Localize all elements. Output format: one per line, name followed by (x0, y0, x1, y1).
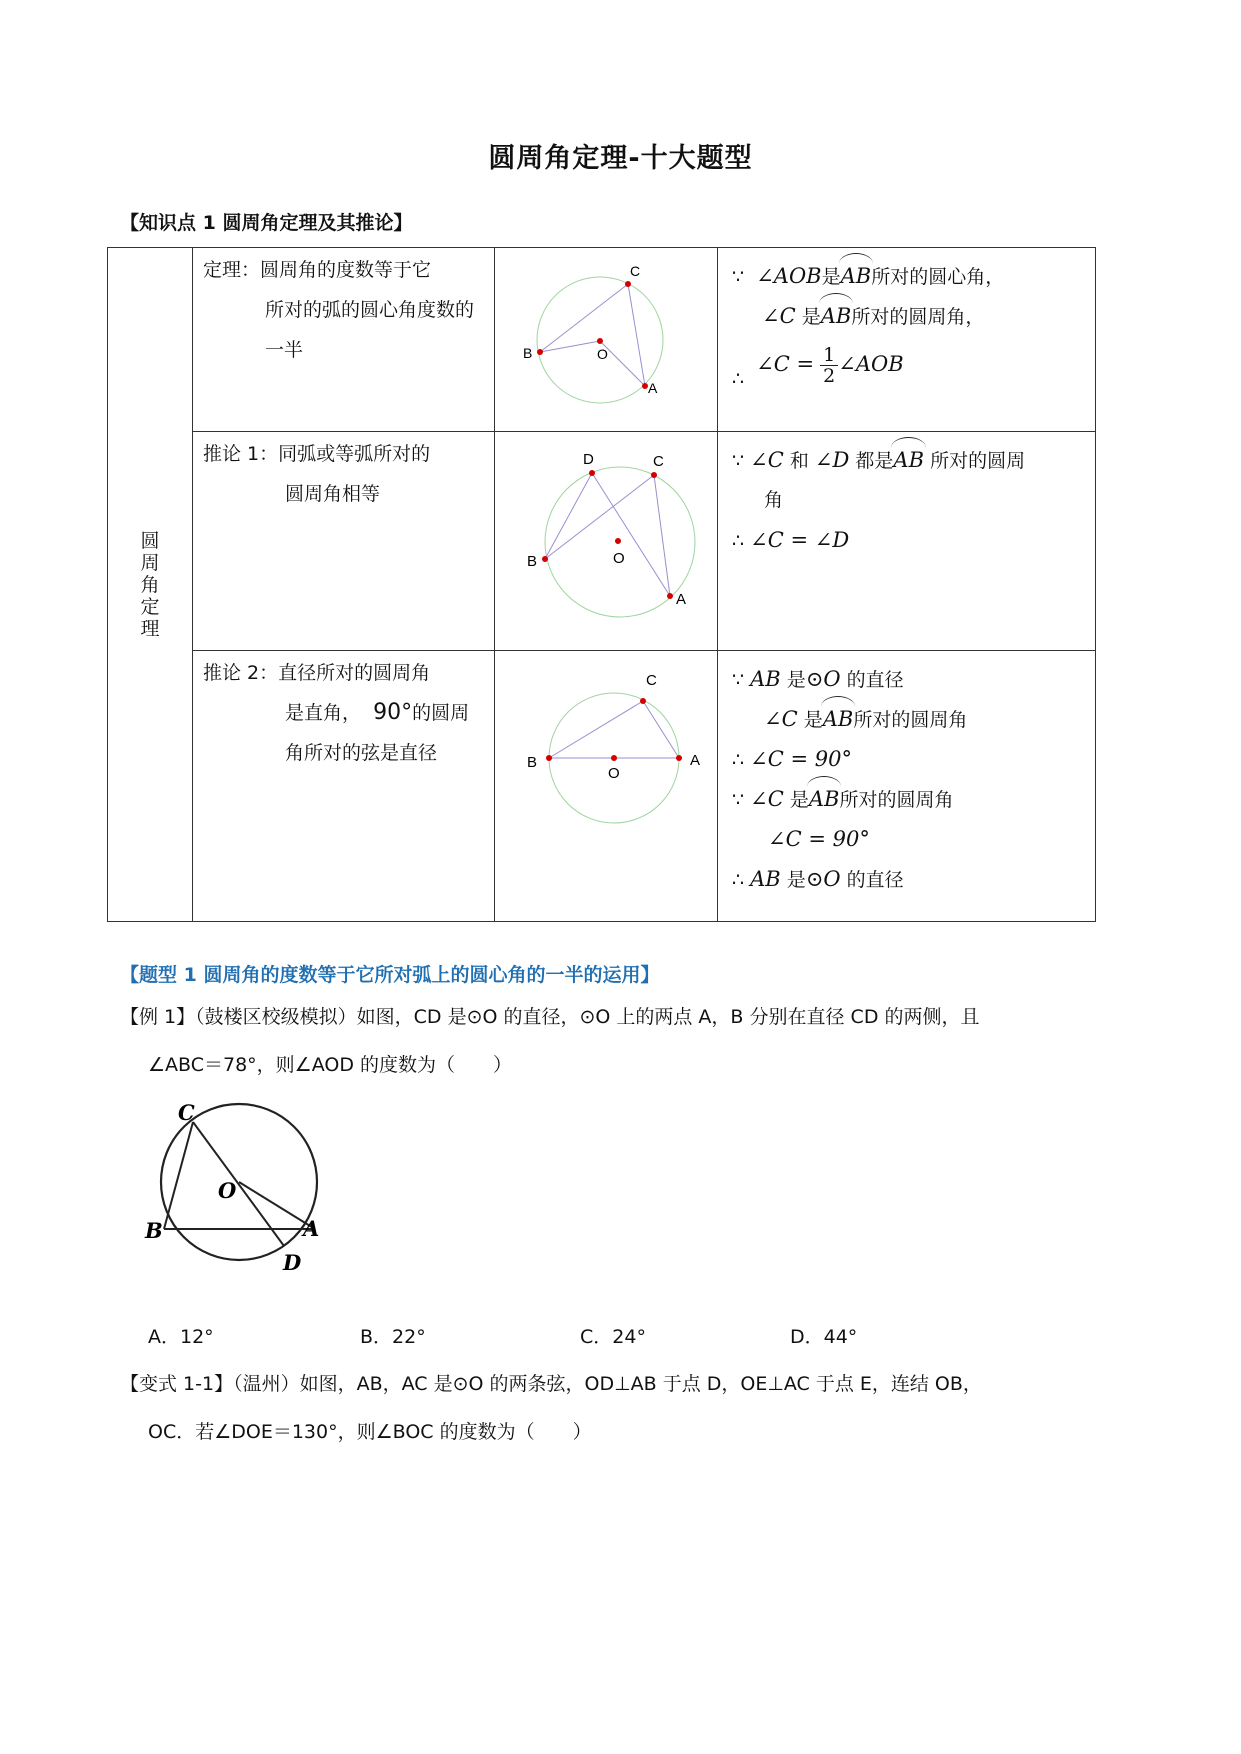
svg-text:C: C (178, 1100, 195, 1125)
point-label-c: C (630, 263, 641, 279)
svg-text:A: A (690, 752, 701, 769)
left-label: 圆 周 角 定 理 (140, 529, 160, 640)
table-row (108, 651, 1096, 922)
option-a[interactable]: A．12° (148, 1326, 214, 1348)
point-label-b: B (523, 345, 533, 361)
point-label-a: A (648, 380, 658, 396)
svg-text:O: O (613, 550, 625, 567)
corollary2-text: 推论 2：直径所对的圆周角 是直角， 90°的圆周角所对的弦是直径 (193, 651, 495, 922)
corollary2-figure (495, 651, 718, 922)
option-b[interactable]: B．22° (360, 1326, 426, 1348)
left-label-cell (108, 248, 193, 922)
knowledge-table (107, 247, 1096, 922)
svg-text:D: D (283, 1250, 302, 1275)
svg-text:D: D (583, 451, 594, 468)
point-label-o: O (597, 346, 608, 362)
svg-text:A: A (676, 591, 687, 608)
corollary1-figure (495, 432, 718, 651)
theorem-math: ∵ ∠AOB是AB所对的圆心角， ∠C 是AB所对的圆周角， ∴ ∠C = $\frac{1}{2}$ ∠AOB (718, 248, 1096, 432)
option-d[interactable]: D．44° (790, 1326, 858, 1348)
theorem-text: 定理：圆周角的度数等于它 所对的弧的圆心角度数的一半 (193, 248, 495, 432)
table-row (108, 248, 1096, 432)
svg-text:B: B (145, 1218, 163, 1243)
example1-figure (140, 1098, 340, 1288)
type1-heading: 【题型 1 圆周角的度数等于它所对弧上的圆心角的一半的运用】 (120, 964, 660, 986)
example1-line1: 【例 1】（鼓楼区校级模拟）如图，CD 是⊙O 的直径，⊙O 上的两点 A，B 分别在直径 CD 的两侧，且 (120, 1006, 980, 1028)
svg-text:B: B (527, 553, 538, 570)
svg-text:C: C (646, 672, 657, 689)
svg-text:O: O (218, 1178, 237, 1203)
svg-text:A: A (303, 1216, 320, 1241)
corollary1-math: ∵ ∠C 和 ∠D 都是AB 所对的圆周 角 ∴ ∠C = ∠D (718, 432, 1096, 651)
svg-text:B: B (527, 754, 538, 771)
table-row (108, 432, 1096, 651)
example1-line2: ∠ABC＝78°，则∠AOD 的度数为（ ） (148, 1054, 512, 1076)
option-c[interactable]: C．24° (580, 1326, 646, 1348)
theorem-figure (495, 248, 718, 432)
svg-text:O: O (608, 765, 620, 782)
variant1-line1: 【变式 1-1】（温州）如图，AB，AC 是⊙O 的两条弦，OD⊥AB 于点 D，OE⊥AC 于点 E，连结 OB， (120, 1373, 982, 1395)
corollary2-math: ∵ AB 是⊙O 的直径 ∠C 是AB所对的圆周角 ∴ ∠C = 90° ∵ ∠C 是AB所对的圆周角 ∠C = 90° ∴ AB 是⊙O 的直径 (718, 651, 1096, 922)
variant1-line2: OC．若∠DOE＝130°，则∠BOC 的度数为（ ） (148, 1421, 592, 1443)
knowledge-heading: 【知识点 1 圆周角定理及其推论】 (120, 212, 413, 234)
svg-text:C: C (653, 453, 664, 470)
page-title: 圆周角定理-十大题型 (488, 143, 753, 174)
corollary1-text: 推论 1：同弧或等弧所对的 圆周角相等 (193, 432, 495, 651)
